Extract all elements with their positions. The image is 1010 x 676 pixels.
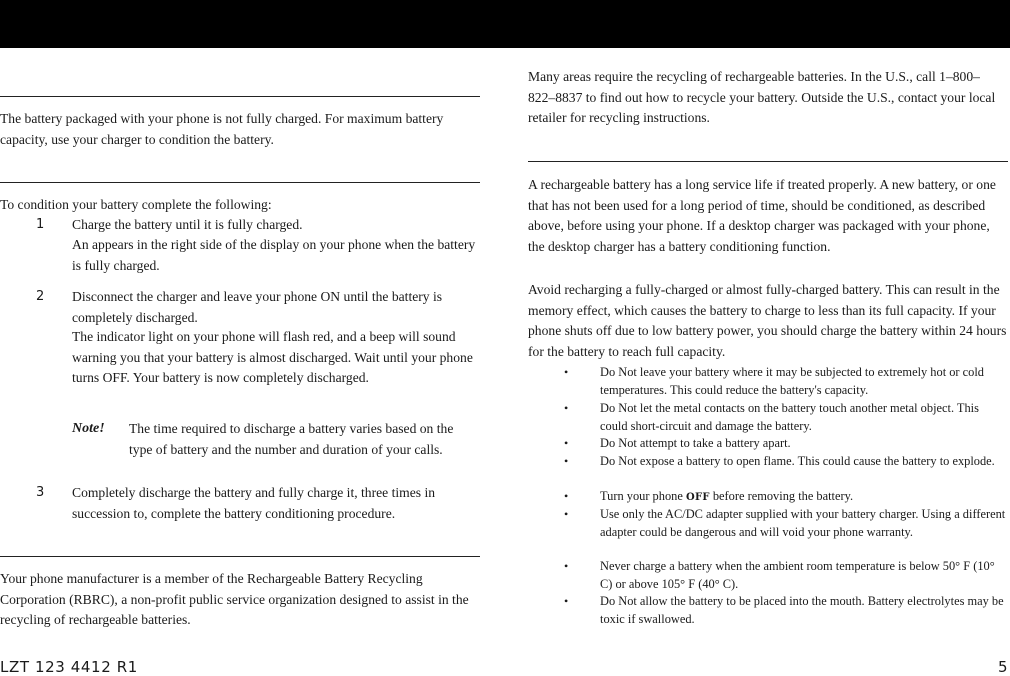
caution-item-lead: Turn your phone xyxy=(600,489,683,503)
step-detail: An appears in the right side of the display on your phone when the battery is fully charged. xyxy=(72,237,476,273)
bullet-icon: • xyxy=(564,559,569,573)
caution-item: Do Not allow the battery to be placed into the mouth. Battery electrolytes may be toxic if swallowed. xyxy=(600,594,1004,626)
section-rule xyxy=(0,556,480,557)
step-text: Disconnect the charger and leave your phone ON until the battery is completely discharged. xyxy=(72,289,443,325)
bullet-icon: • xyxy=(564,401,569,415)
caution-item: Do Not expose a battery to open flame. This could cause the battery to explode. xyxy=(600,454,995,468)
note-text: The time required to discharge a battery varies based on the type of battery and the number and duration of your calls. xyxy=(129,421,454,457)
note-label: Note! xyxy=(72,421,105,436)
step-text: Completely discharge the battery and fully charge it, three times in succession to, complete the battery conditioning procedure. xyxy=(72,485,436,521)
bullet-icon: • xyxy=(564,454,569,468)
recycle-paragraph: Many areas require the recycling of rechargeable batteries. In the U.S., call 1–800–822–8837 to find out how to recycle your battery. Outside the U.S., contact your local retailer for recycling instructions. xyxy=(528,69,996,125)
avoid-paragraph: Avoid recharging a fully-charged or almost fully-charged battery. This can result in the memory effect, which causes the battery to charge to less than its full capacity. If your phone shuts off due to low battery power, you should charge the battery within 24 hours for the battery to reach full capacity. xyxy=(528,282,1007,359)
bullet-icon: • xyxy=(564,507,569,521)
step-number: 2 xyxy=(36,289,45,304)
caution-item: Never charge a battery when the ambient room temperature is below 50° F (10° C) or above 105° F (40° C). xyxy=(600,559,995,591)
caution-item-tail: before removing the battery. xyxy=(709,489,854,503)
document-code: LZT 123 4412 R1 xyxy=(0,658,138,676)
caution-item: Use only the AC/DC adapter supplied with your battery charger. Using a different adapter could be dangerous and will void your phone warranty. xyxy=(600,507,1006,539)
bullet-icon: • xyxy=(564,489,569,503)
page-number: 5 xyxy=(998,658,1009,676)
step-number: 1 xyxy=(36,217,45,232)
condition-lead: To condition your battery complete the following: xyxy=(0,197,272,212)
section-rule xyxy=(0,182,480,183)
bullet-icon: • xyxy=(564,436,569,450)
off-keyword: OFF xyxy=(685,492,710,503)
rbrc-paragraph: Your phone manufacturer is a member of the Rechargeable Battery Recycling Corporation (RBRC), a non-profit public service organization designed to assist in the recycling of rechargeable batteries. xyxy=(0,571,469,627)
caution-item: Do Not attempt to take a battery apart. xyxy=(600,436,791,450)
header-bar xyxy=(0,0,1010,48)
bullet-icon: • xyxy=(564,365,569,379)
step-number: 3 xyxy=(36,485,45,500)
step-text: Charge the battery until it is fully charged. xyxy=(72,217,303,232)
section-rule xyxy=(0,96,480,97)
service-life-paragraph: A rechargeable battery has a long service life if treated properly. A new battery, or one that has not been used for a long period of time, should be conditioned, as described above, before using your phone. If a desktop charger was packaged with your phone, the desktop charger has a battery conditioning function. xyxy=(528,177,996,254)
bullet-icon: • xyxy=(564,594,569,608)
caution-item xyxy=(600,488,1008,507)
caution-item: Do Not leave your battery where it may be subjected to extremely hot or cold temperatures. This could reduce the battery's capacity. xyxy=(600,365,984,397)
section-rule xyxy=(528,161,1008,162)
intro-paragraph: The battery packaged with your phone is not fully charged. For maximum battery capacity, use your charger to condition the battery. xyxy=(0,111,444,147)
step-detail: The indicator light on your phone will flash red, and a beep will sound warning you that your battery is almost discharged. Wait until your phone turns OFF. Your battery is now completely discharged. xyxy=(72,329,473,385)
caution-item: Do Not let the metal contacts on the battery touch another metal object. This could short-circuit and damage the battery. xyxy=(600,401,979,433)
